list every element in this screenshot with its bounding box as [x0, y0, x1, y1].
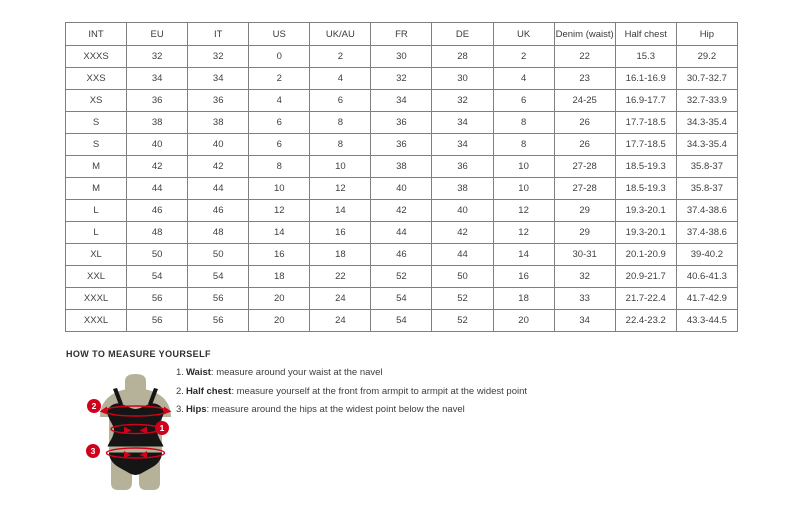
- measure-instruction: [176, 387, 527, 398]
- table-cell: 36: [188, 90, 249, 112]
- table-cell: 27-28: [554, 156, 615, 178]
- table-cell: 6: [249, 134, 310, 156]
- table-cell: XXXL: [66, 288, 127, 310]
- table-cell: 37.4-38.6: [676, 200, 737, 222]
- table-cell: 34: [432, 112, 493, 134]
- table-cell: 16.9-17.7: [615, 90, 676, 112]
- table-cell: 34: [188, 68, 249, 90]
- table-cell: 52: [432, 288, 493, 310]
- table-cell: XXS: [66, 68, 127, 90]
- table-row: [66, 156, 738, 178]
- table-cell: 39-40.2: [676, 244, 737, 266]
- table-cell: 46: [188, 200, 249, 222]
- table-row: [66, 134, 738, 156]
- table-cell: 56: [127, 288, 188, 310]
- table-cell: 10: [493, 156, 554, 178]
- table-cell: 48: [127, 222, 188, 244]
- table-cell: 40: [371, 178, 432, 200]
- table-cell: 19.3-20.1: [615, 222, 676, 244]
- table-cell: 40: [127, 134, 188, 156]
- table-cell: 22.4-23.2: [615, 310, 676, 332]
- table-row: [66, 178, 738, 200]
- column-header: DE: [432, 23, 493, 46]
- table-cell: 38: [188, 112, 249, 134]
- table-cell: 32.7-33.9: [676, 90, 737, 112]
- table-cell: 6: [310, 90, 371, 112]
- table-cell: 50: [432, 266, 493, 288]
- table-cell: 24: [310, 310, 371, 332]
- table-cell: 16: [493, 266, 554, 288]
- column-header: UK/AU: [310, 23, 371, 46]
- table-cell: 8: [310, 134, 371, 156]
- table-cell: 43.3-44.5: [676, 310, 737, 332]
- instruction-text: : measure yourself at the front from armpit to armpit at the widest point: [231, 385, 528, 397]
- table-cell: 48: [188, 222, 249, 244]
- table-cell: 36: [432, 156, 493, 178]
- table-cell: 35.8-37: [676, 178, 737, 200]
- table-cell: S: [66, 112, 127, 134]
- table-cell: 15.3: [615, 46, 676, 68]
- table-cell: 22: [554, 46, 615, 68]
- table-cell: 42: [127, 156, 188, 178]
- table-cell: 50: [188, 244, 249, 266]
- table-cell: 34: [554, 310, 615, 332]
- column-header: IT: [188, 23, 249, 46]
- table-cell: 54: [127, 266, 188, 288]
- table-cell: 8: [493, 112, 554, 134]
- table-cell: 40: [432, 200, 493, 222]
- size-chart-header: [66, 23, 738, 46]
- table-cell: 8: [249, 156, 310, 178]
- table-cell: 30: [371, 46, 432, 68]
- table-cell: M: [66, 156, 127, 178]
- table-cell: 32: [188, 46, 249, 68]
- table-cell: 20.9-21.7: [615, 266, 676, 288]
- table-row: [66, 266, 738, 288]
- table-cell: XXXL: [66, 310, 127, 332]
- table-cell: 33: [554, 288, 615, 310]
- size-chart-body: [66, 46, 738, 332]
- table-row: [66, 222, 738, 244]
- table-cell: 12: [493, 200, 554, 222]
- table-cell: XXL: [66, 266, 127, 288]
- column-header: UK: [493, 23, 554, 46]
- table-cell: 54: [188, 266, 249, 288]
- table-cell: 30.7-32.7: [676, 68, 737, 90]
- column-header: Hip: [676, 23, 737, 46]
- table-cell: 21.7-22.4: [615, 288, 676, 310]
- table-cell: 42: [188, 156, 249, 178]
- table-cell: M: [66, 178, 127, 200]
- table-row: [66, 244, 738, 266]
- table-cell: 34: [127, 68, 188, 90]
- table-cell: 20: [493, 310, 554, 332]
- table-cell: 10: [249, 178, 310, 200]
- table-cell: 27-28: [554, 178, 615, 200]
- table-cell: 29: [554, 200, 615, 222]
- table-cell: 29.2: [676, 46, 737, 68]
- table-cell: 30-31: [554, 244, 615, 266]
- table-cell: 54: [371, 288, 432, 310]
- table-cell: 2: [249, 68, 310, 90]
- table-cell: 6: [493, 90, 554, 112]
- table-row: [66, 310, 738, 332]
- table-row: [66, 200, 738, 222]
- table-cell: 35.8-37: [676, 156, 737, 178]
- table-cell: 16: [249, 244, 310, 266]
- instruction-number: 1.: [176, 367, 184, 378]
- marker-3-label: 3: [90, 446, 96, 456]
- table-cell: 56: [188, 288, 249, 310]
- table-cell: 12: [493, 222, 554, 244]
- table-cell: 23: [554, 68, 615, 90]
- instruction-label: Waist: [185, 367, 211, 378]
- table-cell: 34: [432, 134, 493, 156]
- table-cell: 54: [371, 310, 432, 332]
- table-cell: 44: [188, 178, 249, 200]
- marker-2-label: 2: [91, 401, 97, 411]
- column-header: Half chest: [615, 23, 676, 46]
- table-cell: 17.7-18.5: [615, 112, 676, 134]
- table-cell: 18.5-19.3: [615, 156, 676, 178]
- table-cell: 24-25: [554, 90, 615, 112]
- table-cell: 6: [249, 112, 310, 134]
- table-cell: 10: [493, 178, 554, 200]
- table-cell: 10: [310, 156, 371, 178]
- table-cell: 19.3-20.1: [615, 200, 676, 222]
- table-cell: 16: [310, 222, 371, 244]
- table-cell: 44: [432, 244, 493, 266]
- table-cell: 12: [249, 200, 310, 222]
- measure-instruction: [176, 405, 527, 416]
- column-header: US: [249, 23, 310, 46]
- table-cell: 2: [310, 46, 371, 68]
- table-cell: 46: [371, 244, 432, 266]
- table-cell: 42: [371, 200, 432, 222]
- instruction-number: 3.: [176, 404, 184, 415]
- table-cell: L: [66, 222, 127, 244]
- table-cell: 40: [188, 134, 249, 156]
- table-cell: 12: [310, 178, 371, 200]
- table-cell: 29: [554, 222, 615, 244]
- table-cell: 32: [432, 90, 493, 112]
- table-cell: 8: [310, 112, 371, 134]
- table-cell: 56: [127, 310, 188, 332]
- table-cell: 36: [371, 134, 432, 156]
- table-cell: XS: [66, 90, 127, 112]
- table-cell: 4: [493, 68, 554, 90]
- table-cell: 42: [432, 222, 493, 244]
- table-cell: 56: [188, 310, 249, 332]
- table-cell: 32: [127, 46, 188, 68]
- header-row: [66, 23, 738, 46]
- table-cell: 38: [432, 178, 493, 200]
- measure-section-heading: HOW TO MEASURE YOURSELF: [66, 349, 211, 359]
- table-cell: 20: [249, 288, 310, 310]
- instruction-number: 2.: [176, 385, 184, 397]
- table-cell: 4: [249, 90, 310, 112]
- table-row: [66, 90, 738, 112]
- table-cell: 34.3-35.4: [676, 112, 737, 134]
- table-cell: 36: [371, 112, 432, 134]
- table-cell: 30: [432, 68, 493, 90]
- column-header: Denim (waist): [554, 23, 615, 46]
- table-row: [66, 288, 738, 310]
- measure-instructions: [176, 368, 527, 416]
- column-header: EU: [127, 23, 188, 46]
- table-cell: 18: [249, 266, 310, 288]
- instruction-label: Half chest: [185, 385, 232, 397]
- instruction-label: Hips: [185, 404, 207, 415]
- table-cell: 20.1-20.9: [615, 244, 676, 266]
- column-header: FR: [371, 23, 432, 46]
- table-cell: 28: [432, 46, 493, 68]
- table-cell: 40.6-41.3: [676, 266, 737, 288]
- table-cell: 16.1-16.9: [615, 68, 676, 90]
- table-cell: 20: [249, 310, 310, 332]
- table-cell: 37.4-38.6: [676, 222, 737, 244]
- table-cell: 50: [127, 244, 188, 266]
- table-cell: 38: [371, 156, 432, 178]
- table-row: [66, 68, 738, 90]
- table-cell: 22: [310, 266, 371, 288]
- table-cell: 38: [127, 112, 188, 134]
- table-cell: 52: [371, 266, 432, 288]
- size-chart-table: [65, 22, 738, 332]
- table-cell: 18: [310, 244, 371, 266]
- table-cell: 46: [127, 200, 188, 222]
- table-row: [66, 112, 738, 134]
- measure-instruction: [176, 368, 527, 379]
- table-row: [66, 46, 738, 68]
- table-cell: XL: [66, 244, 127, 266]
- table-cell: S: [66, 134, 127, 156]
- table-cell: 14: [249, 222, 310, 244]
- table-cell: 8: [493, 134, 554, 156]
- marker-1-label: 1: [159, 423, 165, 433]
- table-cell: 34.3-35.4: [676, 134, 737, 156]
- instruction-text: : measure around the hips at the widest point below the navel: [206, 404, 465, 415]
- table-cell: 18.5-19.3: [615, 178, 676, 200]
- table-cell: 2: [493, 46, 554, 68]
- table-cell: 14: [310, 200, 371, 222]
- table-cell: 14: [493, 244, 554, 266]
- instruction-text: : measure around your waist at the navel: [210, 367, 383, 378]
- table-cell: 17.7-18.5: [615, 134, 676, 156]
- table-cell: 0: [249, 46, 310, 68]
- mannequin-illustration: [78, 371, 193, 501]
- table-cell: 32: [371, 68, 432, 90]
- table-cell: 32: [554, 266, 615, 288]
- table-cell: 18: [493, 288, 554, 310]
- table-cell: L: [66, 200, 127, 222]
- table-cell: 4: [310, 68, 371, 90]
- table-cell: 44: [127, 178, 188, 200]
- column-header: INT: [66, 23, 127, 46]
- table-cell: 26: [554, 112, 615, 134]
- mannequin-figure: [78, 371, 193, 501]
- table-cell: XXXS: [66, 46, 127, 68]
- table-cell: 24: [310, 288, 371, 310]
- table-cell: 26: [554, 134, 615, 156]
- table-cell: 36: [127, 90, 188, 112]
- table-cell: 44: [371, 222, 432, 244]
- table-cell: 34: [371, 90, 432, 112]
- table-cell: 52: [432, 310, 493, 332]
- table-cell: 41.7-42.9: [676, 288, 737, 310]
